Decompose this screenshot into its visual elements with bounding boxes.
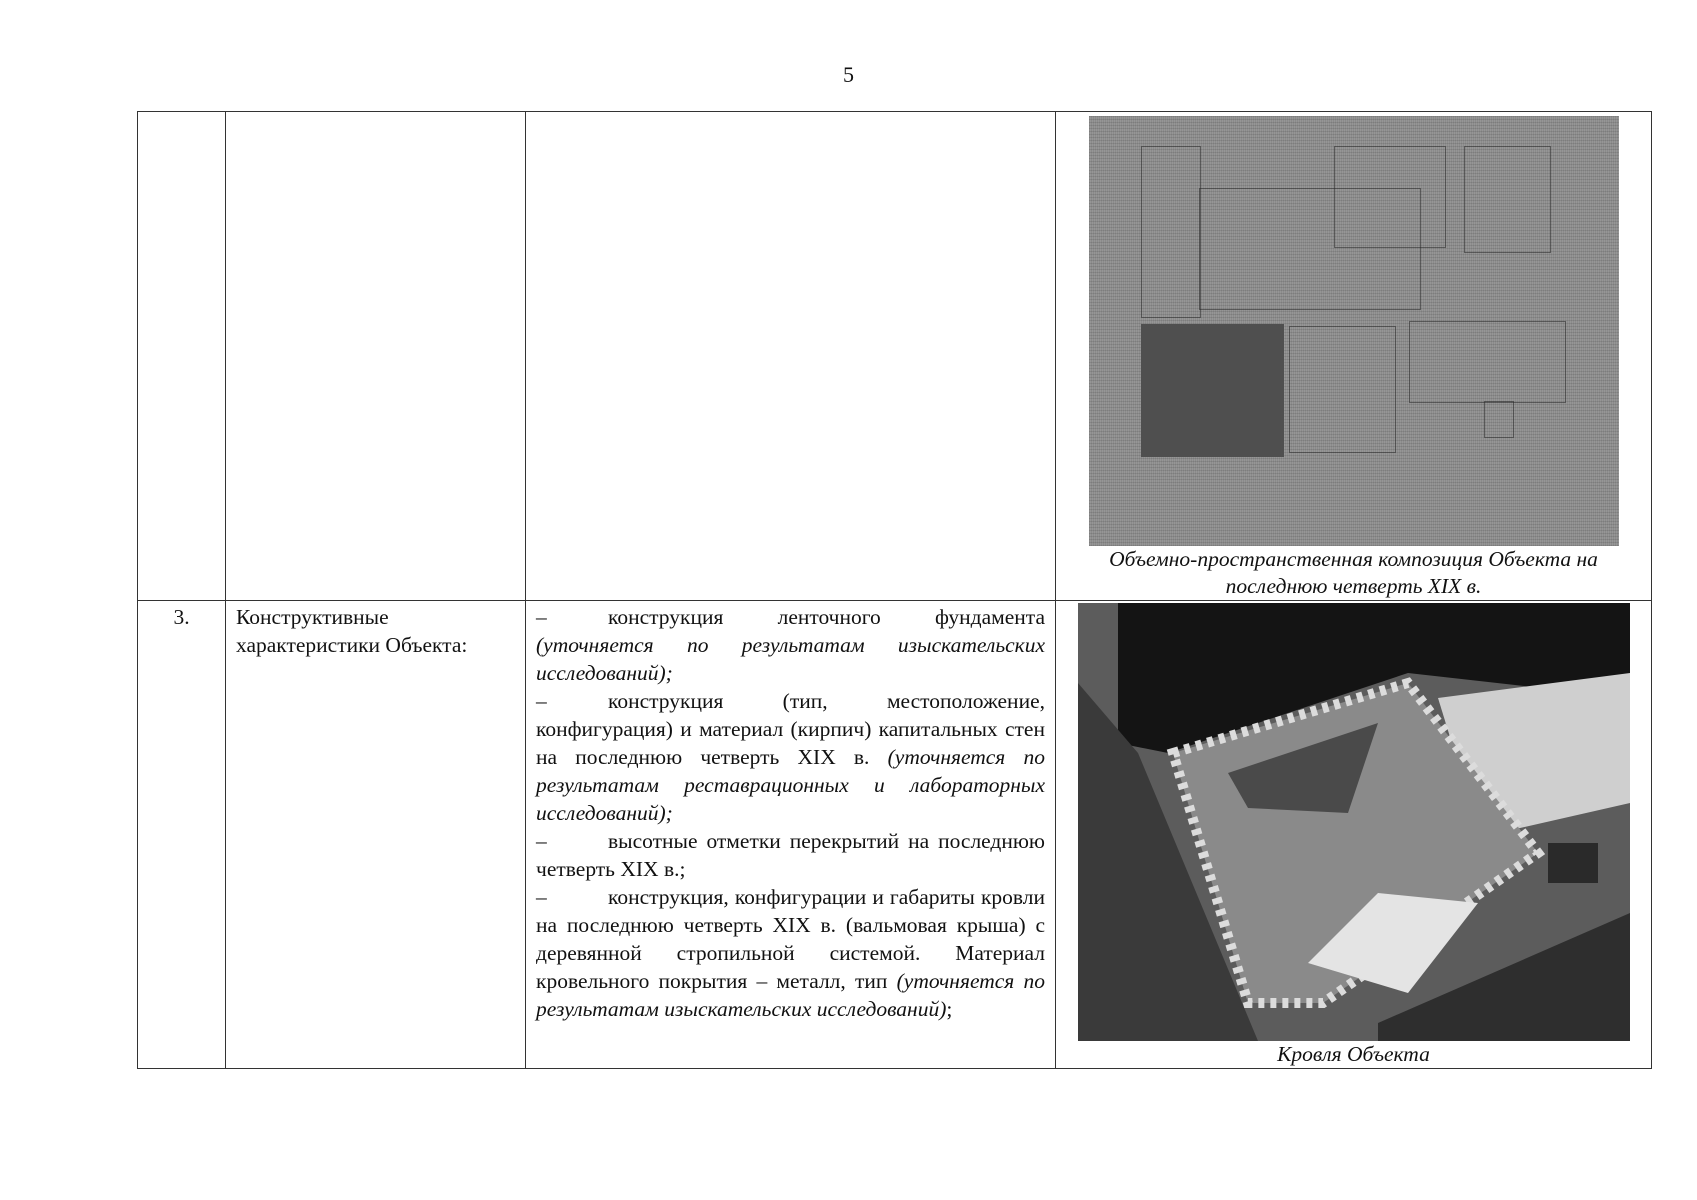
description-cell-empty xyxy=(526,112,1056,601)
image-cell-roof xyxy=(1056,601,1652,1069)
characteristics-table xyxy=(137,111,1652,1069)
row-number: 3. xyxy=(138,601,226,1069)
image-cell-composition xyxy=(1056,112,1652,601)
roof-photo xyxy=(1078,603,1630,1041)
list-item: – конструкция, конфигурации и габариты кровли на последнюю четверть XIX в. (вальмовая крыша) с деревянной стропильной системой. Материал кровельного покрытия – металл, тип (уточняется по результатам изыскательских исследований); xyxy=(536,885,1045,1021)
list-item: – конструкция (тип, местоположение, конфигурация) и материал (кирпич) капитальных стен на последнюю четверть XIX в. (уточняется по результатам реставрационных и лабораторных исследований); xyxy=(536,689,1045,825)
page-number: 5 xyxy=(843,62,854,87)
row-name: Конструктивные характеристики Объекта: xyxy=(226,601,526,1069)
roof-caption: Кровля Объекта xyxy=(1277,1042,1430,1066)
table-row-continued xyxy=(138,112,1652,601)
list-item: – конструкция ленточного фундамента (уточняется по результатам изыскательских исследований); xyxy=(536,605,1045,685)
highlighted-building-block xyxy=(1141,324,1284,457)
composition-caption: Объемно-пространственная композиция Объекта на последнюю четверть XIX в. xyxy=(1109,547,1598,598)
row-description xyxy=(526,601,1056,1069)
name-cell-empty xyxy=(226,112,526,601)
composition-photo xyxy=(1089,116,1619,546)
table-row-3 xyxy=(138,601,1652,1069)
number-cell-empty xyxy=(138,112,226,601)
list-item: – высотные отметки перекрытий на последнюю четверть XIX в.; xyxy=(536,829,1045,881)
